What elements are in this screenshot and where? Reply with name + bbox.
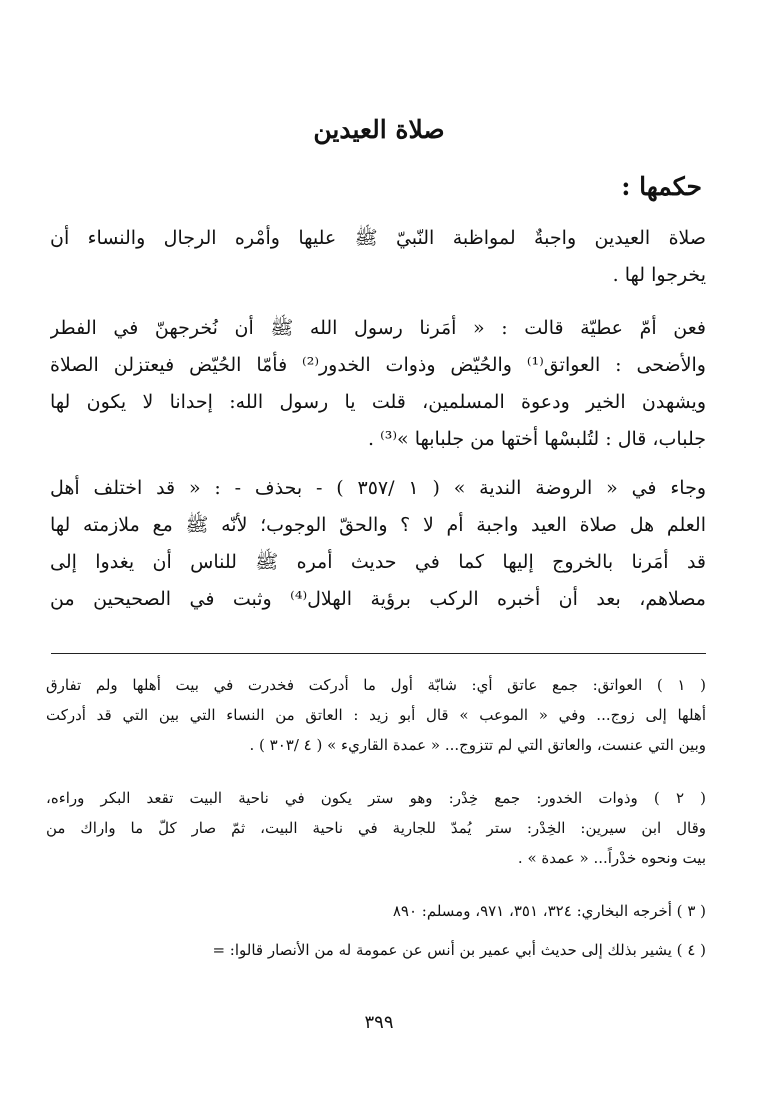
footnote-2 [46,783,706,873]
footnote-line: وبين التي عنست، والعاتق التي لم تتزوج... « عمدة القاريء » ( ٤ /٣٠٣ ) . [249,736,706,754]
paragraph-line: والأضحى : العواتق⁽¹⁾ والحُيّض وذوات الخدور⁽²⁾ فأمّا الحُيّض فيعتزلن الصلاة [50,354,706,376]
paragraph-line: ويشهدن الخير ودعوة المسلمين، قلت يا رسول الله: إحدانا لا يكون لها [50,391,706,413]
footnote-line: أهلها إلى زوج... وفي « الموعب » قال أبو زيد : العاتق من النساء التي بين التي قد أدركت [46,706,706,724]
page-title: صلاة العيدين [313,115,445,144]
footnote-4 [46,935,706,965]
paragraph-line: مصلاهم، بعد أن أخبره الركب برؤية الهلال⁽⁴⁾ وثبت في الصحيحين من [50,588,706,610]
footnote-3 [46,896,706,926]
paragraph-line: وجاء في « الروضة الندية » ( ١ /٣٥٧ ) - بحذف - : « قد اختلف أهل [50,477,706,499]
page-number: ٣٩٩ [364,1012,394,1033]
footnote-line: ( ٣ ) أخرجه البخاري: ٣٢٤، ٣٥١، ٩٧١، ومسلم: ٨٩٠ [392,902,706,920]
paragraph-line: قد أمَرنا بالخروج إليها كما في حديث أمره ﷺ للناس أن يغدوا إلى [50,551,706,573]
paragraph-line: فعن أمّ عطيّة قالت : « أمَرنا رسول الله ﷺ أن نُخرجهنّ في الفطر [50,317,706,339]
paragraph-line: العلم هل صلاة العيد واجبة أم لا ؟ والحقّ الوجوب؛ لأنّه ﷺ مع ملازمته لها [50,514,706,536]
paragraph-line: صلاة العيدين واجبةٌ لمواظبة النّبيّ ﷺ عليها وأمْره الرجال والنساء أن [50,227,706,249]
footnote-line: ( ٤ ) يشير بذلك إلى حديث أبي عمير بن أنس عن عمومة له من الأنصار قالوا: = [212,941,706,959]
paragraph-2 [50,310,706,458]
footnote-1 [46,670,706,760]
section-heading: حكمها : [621,172,702,201]
footnote-line: بيت ونحوه خدْراً... « عمدة » . [517,849,706,867]
footnote-divider [51,653,706,654]
footnote-line: وقال ابن سيرين: الخِدْر: ستر يُمدّ للجارية في ناحية البيت، ثمّ صار كلّ ما واراك من [46,819,706,837]
paragraph-line: يخرجوا لها . [612,264,706,286]
paragraph-1 [50,220,706,294]
footnote-line: ( ٢ ) وذوات الخدور: جمع خِدْر: وهو ستر يكون في ناحية البيت تقعد البكر وراءه، [46,789,706,807]
paragraph-3 [50,470,706,618]
paragraph-line: جلباب، قال : لتُلبسْها أختها من جلبابها »⁽³⁾ . [368,428,706,450]
footnote-line: ( ١ ) العواتق: جمع عاتق أي: شابّة أول ما أدركت فخدرت في بيت أهلها ولم تفارق [46,676,706,694]
